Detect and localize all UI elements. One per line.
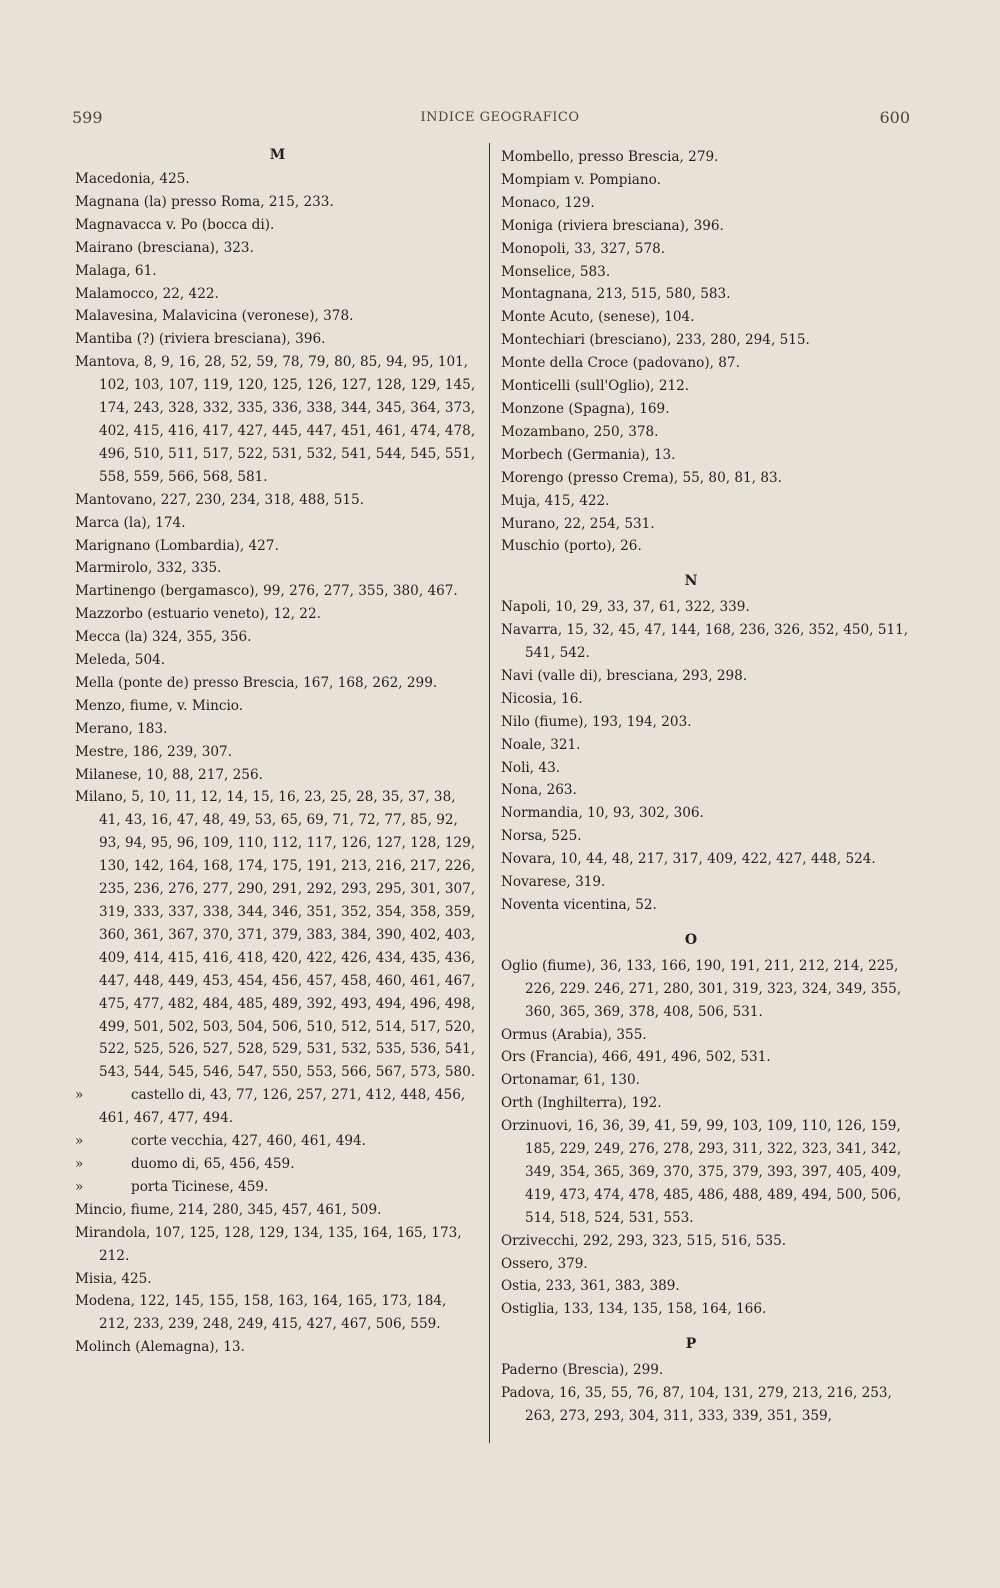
index-entry: Mella (ponte de) presso Brescia, 167, 168, 262, 299. — [75, 674, 438, 691]
ditto-mark: » — [75, 1087, 84, 1104]
subentry-text: corte vecchia, 427, 460, 461, 494. — [131, 1133, 366, 1150]
right-p-entries — [501, 1359, 921, 1428]
index-subentry — [75, 1084, 480, 1130]
index-entry: Monticelli (sull'Oglio), 212. — [501, 378, 690, 395]
index-entry: Monselice, 583. — [501, 263, 611, 280]
index-entry: Molinch (Alemagna), 13. — [75, 1339, 245, 1356]
index-entry: Nilo (fiume), 193, 194, 203. — [501, 713, 692, 730]
index-entry: Monte della Croce (padovano), 87. — [501, 355, 740, 372]
index-entry: Normandia, 10, 93, 302, 306. — [501, 805, 704, 822]
index-entry: Muschio (porto), 26. — [501, 538, 642, 555]
ditto-mark: » — [75, 1178, 84, 1195]
index-entry: Nicosia, 16. — [501, 690, 583, 707]
index-entry: Milano, 5, 10, 11, 12, 14, 15, 16, 23, 25, 28, 35, 37, 38, 41, 43, 16, 47, 48, 49, 53, 65, 69, 71, 72, 77, 85, 92, 93, 94, 95, 96, 109, 110, 112, 117, 126, 127, 128, 129, 130, 142, 164, 168, 174, 175, 191, 213, 216, 217, 226, 235, 236, 276, 277, 290, 291, 292, 293, 295, 301, 307, 319, 333, 337, 338, 344, 346, 351, 352, 354, 358, 359, 360, 361, 367, 370, 371, 379, 383, 384, 390, 402, 403, 409, 414, 415, 416, 418, 420, 422, 426, 434, 435, 436, 447, 448, 449, 453, 454, 456, 457, 458, 460, 461, 467, 475, 477, 482, 484, 485, 489, 392, 493, 494, 496, 498, 499, 501, 502, 503, 504, 506, 510, 512, 514, 517, 520, 522, 525, 526, 527, 528, 529, 531, 532, 535, 536, 541, 543, 544, 545, 546, 547, 550, 553, 566, 567, 573, 580. — [75, 789, 476, 1081]
index-entry: Mestre, 186, 239, 307. — [75, 743, 233, 760]
index-entry: Mantiba (?) (riviera bresciana), 396. — [75, 331, 326, 348]
index-entry: Navarra, 15, 32, 45, 47, 144, 168, 236, 326, 352, 450, 511, 541, 542. — [501, 622, 909, 662]
index-entry: Malaga, 61. — [75, 262, 157, 279]
index-entry: Mantova, 8, 9, 16, 28, 52, 59, 78, 79, 80, 85, 94, 95, 101, 102, 103, 107, 119, 120, 125, 126, 127, 128, 129, 145, 174, 243, 328, 332, 335, 336, 338, 344, 345, 364, 373, 402, 415, 416, 417, 427, 445, 447, 451, 461, 474, 478, 496, 510, 511, 517, 522, 531, 532, 541, 544, 545, 551, 558, 559, 566, 568, 581. — [75, 354, 476, 485]
index-entry: Napoli, 10, 29, 33, 37, 61, 322, 339. — [501, 599, 750, 616]
ditto-mark: » — [75, 1133, 84, 1150]
index-entry: Orzinuovi, 16, 36, 39, 41, 59, 99, 103, 109, 110, 126, 159, 185, 229, 249, 276, 278, 293, 311, 322, 323, 341, 342, 349, 354, 365, 369, 370, 375, 379, 393, 397, 405, 409, 419, 473, 474, 478, 485, 486, 488, 489, 494, 500, 506, 514, 518, 524, 531, 553. — [501, 1118, 902, 1226]
index-entry: Moniga (riviera bresciana), 396. — [501, 217, 724, 234]
index-entry: Milanese, 10, 88, 217, 256. — [75, 766, 263, 783]
section-letter-n: N — [684, 573, 698, 590]
index-entry: Mozambano, 250, 378. — [501, 423, 659, 440]
index-entry: Monopoli, 33, 327, 578. — [501, 240, 666, 257]
index-subentry — [75, 1176, 480, 1199]
section-letter-o: O — [684, 931, 698, 948]
index-entry: Noale, 321. — [501, 736, 581, 753]
index-entry: Morengo (presso Crema), 55, 80, 81, 83. — [501, 469, 782, 486]
right-n-entries — [501, 596, 921, 917]
index-entry: Ossero, 379. — [501, 1255, 588, 1272]
subentry-text: duomo di, 65, 456, 459. — [131, 1155, 295, 1172]
index-entry: Morbech (Germania), 13. — [501, 446, 676, 463]
index-entry: Mazzorbo (estuario veneto), 12, 22. — [75, 606, 321, 623]
running-title: INDICE GEOGRAFICO — [420, 110, 580, 125]
index-entry: Ortonamar, 61, 130. — [501, 1072, 640, 1089]
index-entry: Mecca (la) 324, 355, 356. — [75, 629, 252, 646]
right-page-number: 600 — [879, 108, 910, 127]
left-entries — [75, 168, 480, 1084]
subentry-text: porta Ticinese, 459. — [131, 1178, 269, 1195]
index-entry: Menzo, fiume, v. Mincio. — [75, 697, 244, 714]
index-entry: Montagnana, 213, 515, 580, 583. — [501, 286, 731, 303]
index-entry: Navi (valle di), bresciana, 293, 298. — [501, 667, 748, 684]
index-entry: Ostiglia, 133, 134, 135, 158, 164, 166. — [501, 1301, 767, 1318]
index-entry: Monaco, 129. — [501, 194, 595, 211]
index-entry: Malavesina, Malavicina (veronese), 378. — [75, 308, 354, 325]
index-subentry — [75, 1153, 480, 1176]
milano-subentries — [75, 1084, 480, 1199]
index-entry: Monte Acuto, (senese), 104. — [501, 309, 695, 326]
index-entry: Macedonia, 425. — [75, 171, 190, 187]
subentry-text: castello di, 43, 77, 126, 257, 271, 412, 448, 456, 461, 467, 477, 494. — [99, 1087, 466, 1127]
column-divider — [489, 143, 490, 1443]
index-entry: Novara, 10, 44, 48, 217, 317, 409, 422, 427, 448, 524. — [501, 851, 876, 868]
index-entry: Norsa, 525. — [501, 828, 582, 845]
index-entry: Novarese, 319. — [501, 874, 606, 891]
index-entry: Ormus (Arabia), 355. — [501, 1026, 647, 1043]
index-entry: Mantovano, 227, 230, 234, 318, 488, 515. — [75, 491, 364, 508]
right-column — [501, 146, 921, 1428]
left-page-number: 599 — [72, 108, 103, 127]
index-entry: Murano, 22, 254, 531. — [501, 515, 655, 532]
right-m-entries — [501, 146, 921, 558]
right-o-entries — [501, 955, 921, 1322]
index-entry: Marignano (Lombardia), 427. — [75, 537, 279, 554]
index-entry: Monzone (Spagna), 169. — [501, 400, 670, 417]
index-entry: Orth (Inghilterra), 192. — [501, 1095, 662, 1112]
index-entry: Magnavacca v. Po (bocca di). — [75, 216, 275, 233]
index-entry: Misia, 425. — [75, 1270, 152, 1287]
index-entry: Meleda, 504. — [75, 652, 166, 669]
section-letter-m: M — [269, 147, 286, 163]
index-entry: Paderno (Brescia), 299. — [501, 1362, 664, 1379]
index-entry: Montechiari (bresciano), 233, 280, 294, 515. — [501, 332, 810, 349]
left-column — [75, 147, 480, 1359]
index-entry: Merano, 183. — [75, 720, 168, 737]
index-entry: Marca (la), 174. — [75, 514, 186, 531]
index-entry: Muja, 415, 422. — [501, 492, 610, 509]
index-entry: Mairano (bresciana), 323. — [75, 239, 254, 256]
index-entry: Malamocco, 22, 422. — [75, 285, 219, 302]
index-entry: Ors (Francia), 466, 491, 496, 502, 531. — [501, 1049, 771, 1066]
index-entry: Magnana (la) presso Roma, 215, 233. — [75, 193, 334, 210]
index-subentry — [75, 1130, 480, 1153]
index-entry: Marmirolo, 332, 335. — [75, 560, 222, 577]
index-entry: Oglio (fiume), 36, 133, 166, 190, 191, 211, 212, 214, 225, 226, 229. 246, 271, 280, 301, 319, 323, 324, 349, 355, 360, 365, 369, 378, 408, 506, 531. — [501, 957, 902, 1020]
index-entry: Nona, 263. — [501, 782, 577, 799]
index-entry: Noventa vicentina, 52. — [501, 896, 657, 913]
left-entries-after — [75, 1199, 480, 1359]
index-entry: Padova, 16, 35, 55, 76, 87, 104, 131, 279, 213, 216, 253, 263, 273, 293, 304, 311, 333, 339, 351, 359, — [501, 1385, 892, 1424]
index-entry: Martinengo (bergamasco), 99, 276, 277, 355, 380, 467. — [75, 583, 458, 600]
index-entry: Mombello, presso Brescia, 279. — [501, 149, 719, 165]
index-entry: Mincio, fiume, 214, 280, 345, 457, 461, 509. — [75, 1201, 382, 1218]
index-entry: Orzivecchi, 292, 293, 323, 515, 516, 535. — [501, 1232, 787, 1249]
ditto-mark: » — [75, 1155, 84, 1172]
section-letter-p: P — [685, 1336, 697, 1353]
index-entry: Modena, 122, 145, 155, 158, 163, 164, 165, 173, 184, 212, 233, 239, 248, 249, 415, 427, 467, 506, 559. — [75, 1293, 447, 1333]
index-entry: Ostia, 233, 361, 383, 389. — [501, 1278, 680, 1295]
index-entry: Noli, 43. — [501, 759, 561, 776]
index-entry: Mompiam v. Pompiano. — [501, 171, 661, 188]
index-entry: Mirandola, 107, 125, 128, 129, 134, 135, 164, 165, 173, 212. — [75, 1224, 462, 1264]
